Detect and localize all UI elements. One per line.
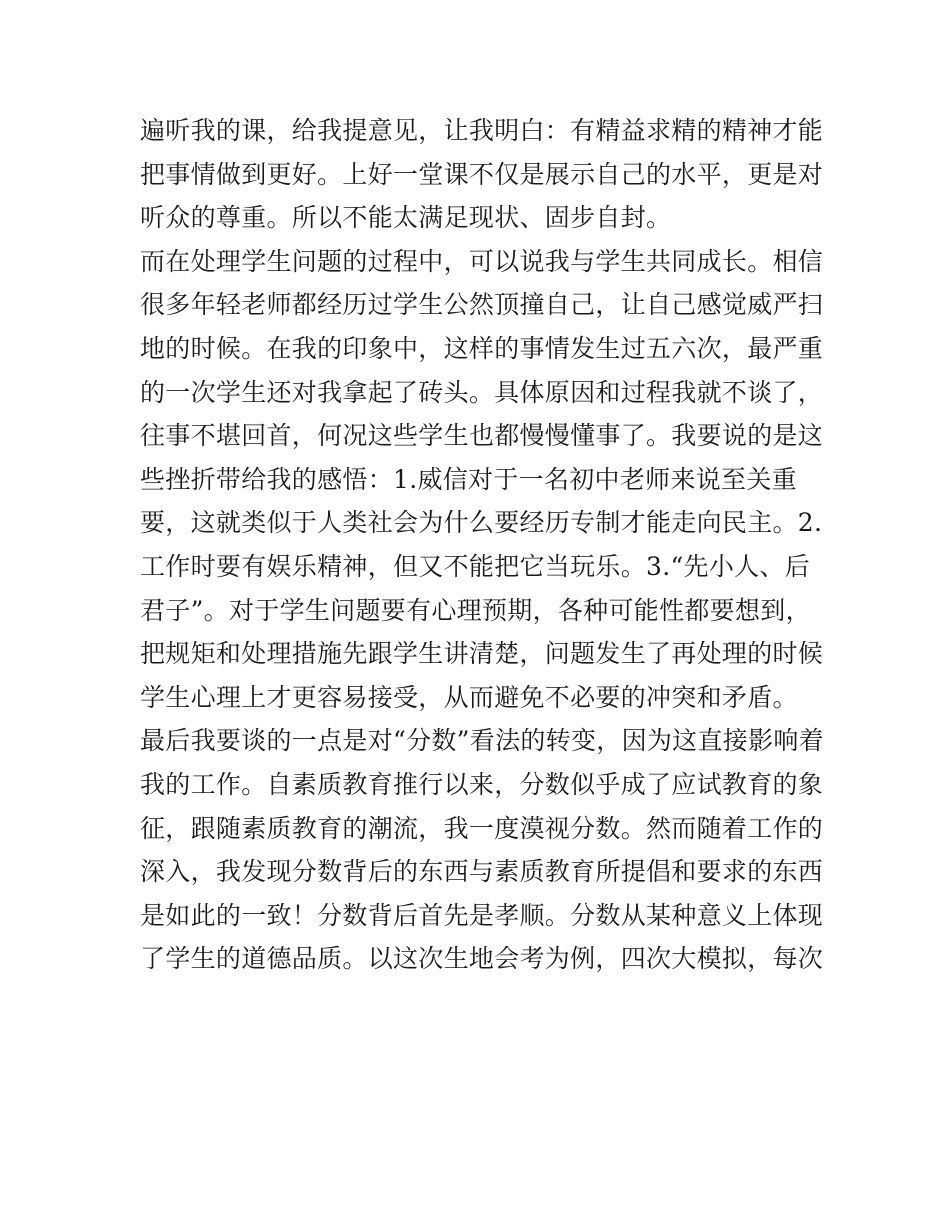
text-line: 要，这就类似于人类社会为什么要经历专制才能走向民主。2. (140, 508, 823, 538)
text-line: 往事不堪回首，何况这些学生也都慢慢懂事了。我要说的是这 (140, 421, 824, 451)
text-line: 听众的尊重。所以不能太满足现状、固步自封。 (140, 203, 672, 233)
text-line: 学生心理上才更容易接受，从而避免不必要的冲突和矛盾。 (140, 682, 798, 712)
text-line: 工作时要有娱乐精神，但又不能把它当玩乐。3.“先小人、后 (140, 551, 811, 581)
text-line: 遍听我的课，给我提意见，让我明白：有精益求精的精神才能 (140, 116, 824, 145)
text-line: 而在处理学生问题的过程中，可以说我与学生共同成长。相信 (140, 246, 824, 276)
text-line: 了学生的道德品质。以这次生地会考为例，四次大模拟，每次 (140, 944, 824, 974)
text-line: 些挫折带给我的感悟：1.威信对于一名初中老师来说至关重 (140, 464, 797, 494)
text-line: 把规矩和处理措施先跟学生讲清楚，问题发生了再处理的时候 (140, 639, 824, 669)
text-line: 很多年轻老师都经历过学生公然顶撞自己，让自己感觉威严扫 (140, 290, 824, 320)
text-line: 征，跟随素质教育的潮流，我一度漠视分数。然而随着工作的 (140, 813, 824, 843)
text-line: 我的工作。自素质教育推行以来，分数似乎成了应试教育的象 (140, 769, 824, 799)
text-line: 的一次学生还对我拿起了砖头。具体原因和过程我就不谈了， (140, 377, 824, 407)
text-line: 把事情做到更好。上好一堂课不仅是展示自己的水平，更是对 (140, 159, 824, 189)
text-line: 地的时候。在我的印象中，这样的事情发生过五六次，最严重 (140, 333, 824, 363)
text-line: 最后我要谈的一点是对“分数”看法的转变，因为这直接影响着 (140, 726, 824, 756)
text-line: 深入，我发现分数背后的东西与素质教育所提倡和要求的东西 (140, 857, 824, 887)
text-line: 是如此的一致！分数背后首先是孝顺。分数从某种意义上体现 (140, 900, 824, 930)
text-line: 君子”。对于学生问题要有心理预期，各种可能性都要想到， (140, 595, 811, 625)
body-text (140, 109, 824, 981)
